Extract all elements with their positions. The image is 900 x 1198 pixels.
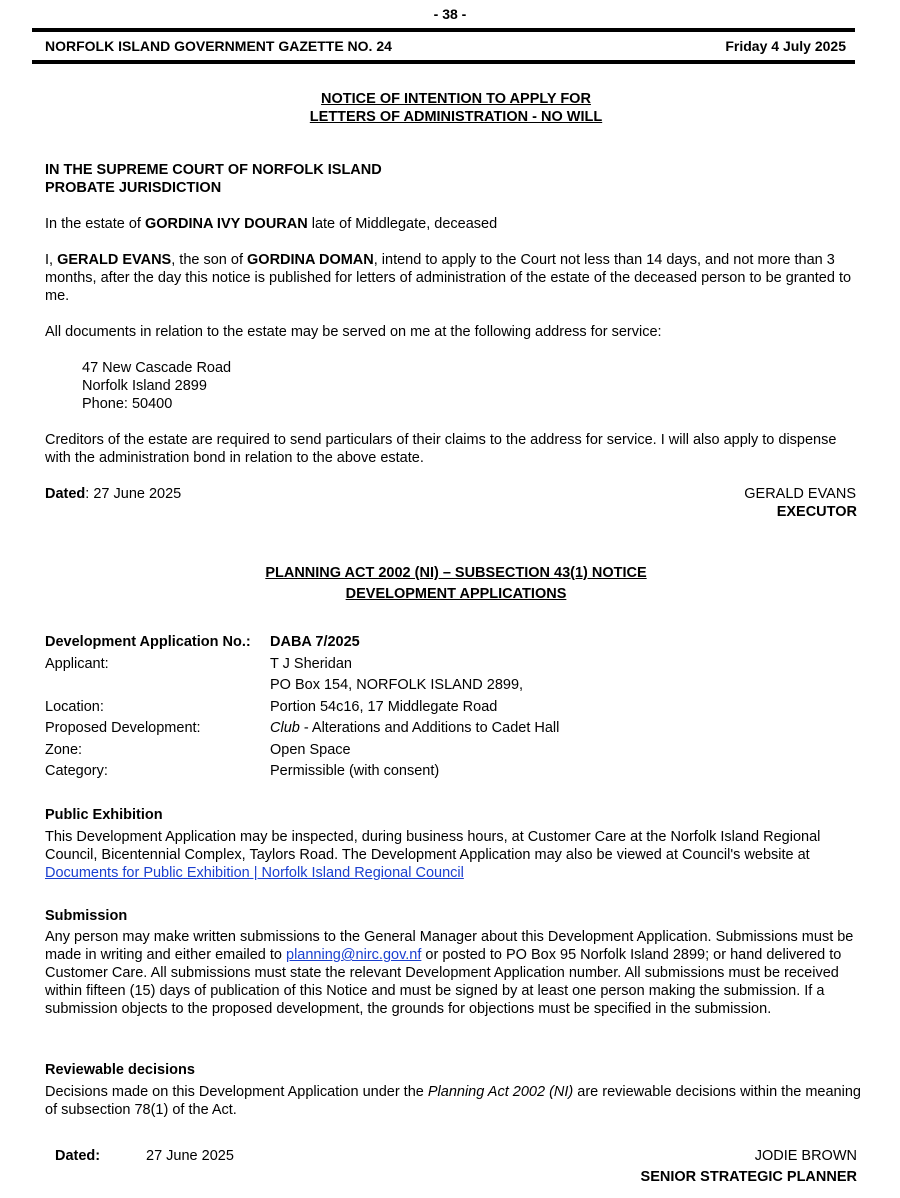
zone-value: Open Space: [270, 741, 351, 758]
review-pre: Decisions made on this Development Application under the: [45, 1084, 428, 1100]
estate-line: [45, 215, 497, 233]
category-value: Permissible (with consent): [270, 763, 440, 779]
reviewable-decisions-heading: Reviewable decisions: [45, 1062, 195, 1078]
planner-name: JODIE BROWN: [754, 1148, 857, 1164]
notice2-dated-label: Dated:: [55, 1148, 101, 1164]
exhibition-documents-link[interactable]: Documents for Public Exhibition | Norfolk Island Regional Council: [45, 865, 464, 881]
notice1-dated: [45, 485, 181, 503]
estate-pre: In the estate of: [45, 216, 145, 232]
notice2-dated-value: 27 June 2025: [146, 1148, 234, 1164]
gazette-title: NORFOLK ISLAND GOVERNMENT GAZETTE NO. 24: [45, 38, 392, 54]
applicant-label: Applicant:: [45, 655, 109, 672]
executor-role: EXECUTOR: [776, 504, 857, 520]
notice2-title-line2: DEVELOPMENT APPLICATIONS: [345, 586, 567, 602]
proposed-development-type: Club: [270, 720, 300, 736]
notice1-title-line2: LETTERS OF ADMINISTRATION - NO WILL: [309, 109, 603, 125]
executor-name: GERALD EVANS: [744, 486, 856, 502]
address-line2: Norfolk Island 2899: [82, 378, 207, 394]
estate-post: late of Middlegate, deceased: [307, 216, 498, 232]
intent-mid: , the son of: [171, 252, 248, 268]
applicant-name: GERALD EVANS: [57, 252, 172, 268]
dated-value: : 27 June 2025: [85, 486, 182, 502]
dated-label: Dated: [45, 486, 86, 502]
address-phone: Phone: 50400: [82, 396, 173, 412]
applicant-value: T J Sheridan: [270, 655, 352, 672]
reviewable-decisions-paragraph: [45, 1083, 865, 1119]
location-value: Portion 54c16, 17 Middlegate Road: [270, 698, 498, 715]
proposed-development-desc: - Alterations and Additions to Cadet Hall: [299, 720, 560, 736]
public-exhibition-heading: Public Exhibition: [45, 807, 163, 823]
zone-label: Zone:: [45, 741, 83, 758]
submission-paragraph: [45, 928, 865, 1018]
intent-pre: I,: [45, 252, 58, 268]
category-label: Category:: [45, 763, 108, 779]
planning-email-link[interactable]: planning@nirc.gov.nf: [286, 947, 422, 963]
review-post: are reviewable decisions within the meaning of subsection 78(1) of the Act.: [45, 1084, 861, 1118]
review-act: Planning Act 2002 (NI): [427, 1084, 574, 1100]
notice1-title-line1: NOTICE OF INTENTION TO APPLY FOR: [321, 91, 591, 107]
submission-post: or posted to PO Box 95 Norfolk Island 2899; or hand delivered to Customer Care. All submissions must state the relevant Development Application number. All submissions must be received within fifteen (15) days of publication of this Notice and must be signed by at least one person making the submission. If a submission objects to the proposed development, the grounds for objections must be specified in the submission.: [45, 947, 842, 1017]
exhibition-text: This Development Application may be inspected, during business hours, at Customer Care at the Norfolk Island Regional Council, Bicentennial Complex, Taylors Road. The Development Application may also be viewed at Council's website at: [45, 829, 821, 863]
intent-post: , intend to apply to the Court not less than 14 days, and not more than 3 months, after the day this notice is published for letters of administration of the estate of the deceased person to be granted to me.: [45, 252, 852, 304]
intent-paragraph: [45, 251, 865, 305]
submission-heading: Submission: [45, 908, 128, 924]
deceased-name: GORDINA DOMAN: [247, 252, 374, 268]
proposed-development-value: [270, 718, 559, 740]
estate-name: GORDINA IVY DOURAN: [144, 216, 308, 232]
notice2-title-line1: PLANNING ACT 2002 (NI) – SUBSECTION 43(1) NOTICE: [265, 565, 647, 581]
proposed-development-label: Proposed Development:: [45, 720, 201, 736]
header-bottom-rule: [32, 60, 855, 64]
public-exhibition-paragraph: [45, 828, 835, 882]
service-text: All documents in relation to the estate may be served on me at the following address for service:: [45, 324, 662, 340]
header-top-rule: [32, 28, 855, 32]
location-label: Location:: [45, 698, 104, 715]
da-number-label: Development Application No.:: [45, 634, 251, 650]
page-number: - 38 -: [433, 6, 467, 22]
applicant-address: PO Box 154, NORFOLK ISLAND 2899,: [270, 677, 524, 693]
submission-pre: Any person may make written submissions to the General Manager about this Development Application. Submissions must be made in writing and either emailed to: [45, 929, 854, 963]
address-line1: 47 New Cascade Road: [82, 360, 232, 376]
da-number-value: DABA 7/2025: [270, 634, 360, 650]
gazette-date: Friday 4 July 2025: [725, 38, 846, 54]
court-name: IN THE SUPREME COURT OF NORFOLK ISLAND: [45, 162, 382, 178]
creditors-paragraph: Creditors of the estate are required to send particulars of their claims to the address for service. I will also apply to dispense with the administration bond in relation to the above estate.: [45, 432, 837, 466]
jurisdiction: PROBATE JURISDICTION: [45, 180, 222, 196]
planner-role: SENIOR STRATEGIC PLANNER: [640, 1169, 857, 1185]
